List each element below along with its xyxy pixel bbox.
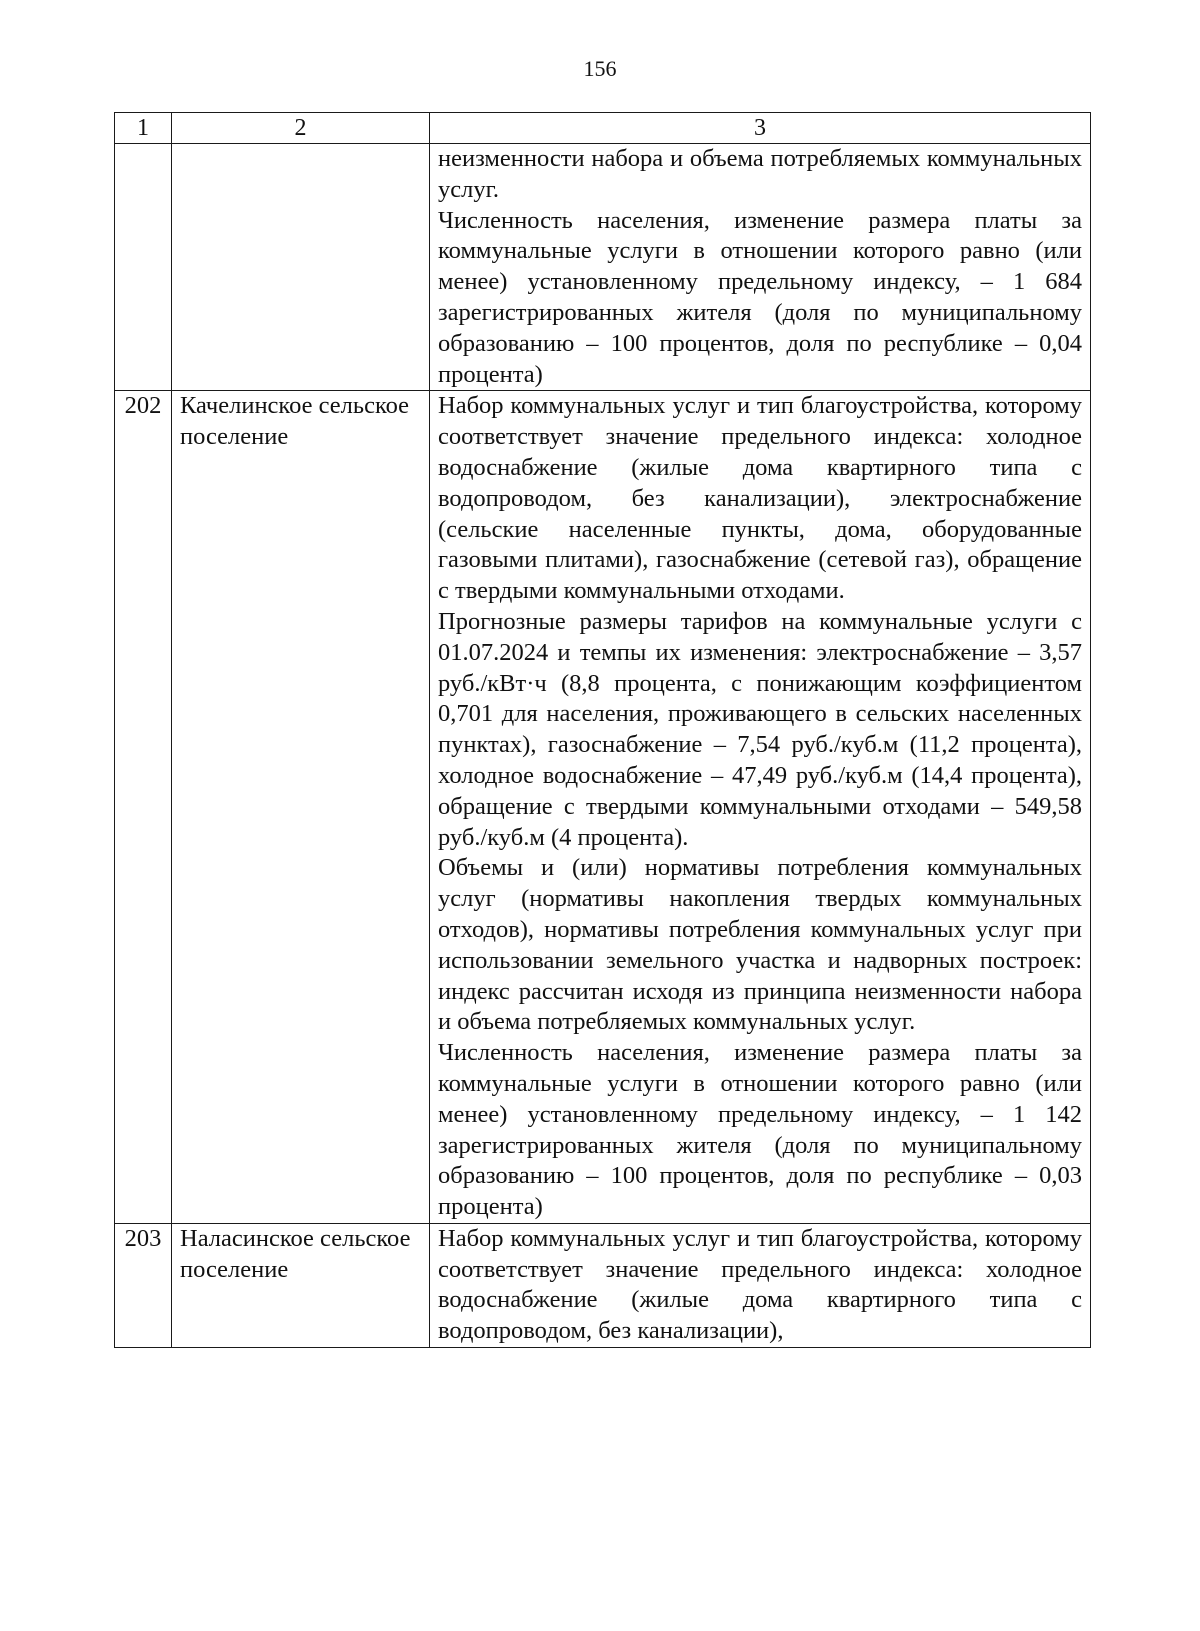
description-paragraph: неизменности набора и объема потребляемых коммунальных услуг. — [438, 145, 1082, 203]
description-paragraph: Прогнозные размеры тарифов на коммунальные услуги с 01.07.2024 и темпы их изменения: электроснабжение – 3,57 руб./кВт·ч (8,8 процента, с понижающим коэффициентом 0,701 для населения, проживающего в сельских населенных пунктах), газоснабжение – 7,54 руб./куб.м (11,2 процента), холодное водоснабжение – 47,49 руб./куб.м (14,4 процента), обращение с твердыми коммунальными отходами – 549,58 руб./куб.м (4 процента). — [438, 607, 1082, 851]
header-col-2: 2 — [172, 113, 430, 144]
table-row — [115, 1223, 1091, 1347]
row-number — [115, 144, 172, 391]
row-number: 203 — [115, 1223, 172, 1347]
row-description — [430, 391, 1091, 1224]
row-description — [430, 144, 1091, 391]
row-number: 202 — [115, 391, 172, 1224]
description-paragraph: Численность населения, изменение размера платы за коммунальные услуги в отношении которого равно (или менее) установленному предельному индексу, – 1 142 зарегистрированных жителя (доля по муниципальному образованию – 100 процентов, доля по республике – 0,03 процента) — [438, 1039, 1082, 1221]
settlement-name — [172, 144, 430, 391]
description-paragraph: Численность населения, изменение размера платы за коммунальные услуги в отношении которого равно (или менее) установленному предельному индексу, – 1 684 зарегистрированных жителя (доля по муниципальному образованию – 100 процентов, доля по республике – 0,04 процента) — [438, 206, 1082, 388]
header-col-3: 3 — [430, 113, 1091, 144]
header-col-1: 1 — [115, 113, 172, 144]
description-paragraph: Набор коммунальных услуг и тип благоустройства, которому соответствует значение предельного индекса: холодное водоснабжение (жилые дома квартирного типа с водопроводом, без канализации), — [438, 1224, 1082, 1345]
page-number: 156 — [583, 56, 617, 81]
table-header-row — [115, 113, 1091, 144]
settlement-name: Наласинское сельское поселение — [172, 1223, 430, 1347]
tariff-table — [114, 112, 1091, 1348]
settlement-name: Качелинское сельское поселение — [172, 391, 430, 1224]
table-row — [115, 391, 1091, 1224]
description-paragraph: Набор коммунальных услуг и тип благоустройства, которому соответствует значение предельного индекса: холодное водоснабжение (жилые дома квартирного типа с водопроводом, без канализации), электроснабжение (сельские населенные пункты, дома, оборудованные газовыми плитами), газоснабжение (сетевой газ), обращение с твердыми коммунальными отходами. — [438, 392, 1082, 605]
description-paragraph: Объемы и (или) нормативы потребления коммунальных услуг (нормативы накопления твердых коммунальных отходов), нормативы потребления коммунальных услуг при использовании земельного участка и надворных построек: индекс рассчитан исходя из принципа неизменности набора и объема потребляемых коммунальных услуг. — [438, 854, 1082, 1036]
row-description — [430, 1223, 1091, 1347]
table-row — [115, 144, 1091, 391]
